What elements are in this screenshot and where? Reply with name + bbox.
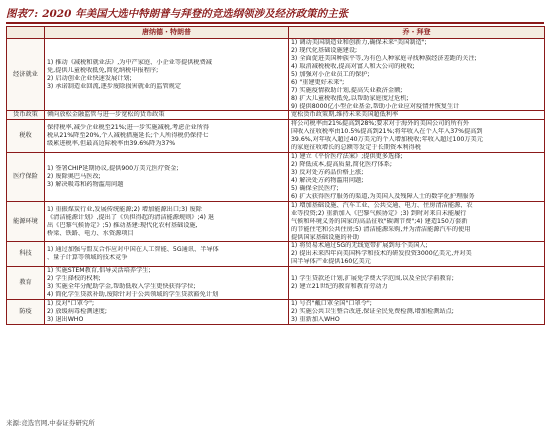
- biden-policy-line: 宽松货币政策期,维持未来美国超低利率: [291, 111, 399, 119]
- biden-policy-cell: [289, 111, 545, 120]
- trump-policy-line: 1) 签署CHIP延期协议,提供900万美元医疗资金;: [47, 165, 179, 173]
- trump-policy-line: 出《巴黎气候协定》;5) 推动基建:现代化农村基础设施,: [47, 221, 198, 229]
- trump-policy-line: 3) 解决吸毒和药物滥用问题: [47, 180, 124, 188]
- table-row: [7, 300, 545, 325]
- trump-policy-line: 3) 承诺制造业回流,逐步废除损害就业的监管规定: [47, 82, 182, 90]
- biden-policy-line: 9) 提供8000亿小型企业基金,帮助小企业应对疫情并恢复生计: [291, 102, 460, 110]
- biden-policy-line: 3) 重新加入WHO: [291, 315, 340, 323]
- biden-policy-cell: [289, 201, 545, 242]
- biden-policy-line: 8) 扩大儿童税收抵免,以帮助家庭度过危机;: [291, 94, 409, 102]
- biden-policy-line: 5) 加强对小企业员工的保护;: [291, 70, 370, 78]
- table-row: [7, 120, 545, 153]
- trump-policy-line: 3) 实施全年分配助学金,帮助低收入学生更快获得学位;: [47, 283, 196, 291]
- trump-policy-line: 4) 简化学生贷款补助,废除针对于公共领域的学生贷款豁免计划: [47, 291, 219, 299]
- header-category: [7, 27, 45, 39]
- trump-policy-line: 2) 放缓病毒检测速度;: [47, 307, 107, 315]
- trump-policy-line: 1) 通过加强与盟友合作应对中国在人工智能、5G通讯、半导体: [47, 246, 219, 254]
- biden-policy-line: 4) 取消减税税收,提高对富人和大公司的税收;: [291, 62, 415, 70]
- biden-policy-line: 3) 全面促进美国种族平等,为有色人种家庭寻找种族经济差距的关注;: [291, 54, 477, 62]
- biden-policy-cell: [289, 39, 545, 111]
- biden-policy-line: 4) 解决处方药物滥用问题;: [291, 176, 364, 184]
- biden-policy-cell: [289, 242, 545, 267]
- biden-policy-line: 2) 实施公共卫生整合改进,保证全民免费检测,增加检测站点;: [291, 307, 454, 315]
- trump-policy-line: 1) 反对"口罩令";: [47, 300, 95, 307]
- trump-policy-line: 1) 重振煤炭行业,发展传统能源;2) 增加能源出口;3) 废除: [47, 205, 202, 213]
- trump-policy-line: 税从21%降至20%,个人减税措施延长;个人所得税仍保持七: [47, 132, 209, 140]
- biden-policy-line: 1) 建立《平价医疗法案》;提供更多选择;: [291, 153, 403, 161]
- trump-policy-line: 《清洁能源计划》,提出了《负担得起的清洁能源规则》;4) 退: [47, 213, 215, 221]
- policy-category: 经济就业: [7, 39, 45, 111]
- trump-policy-cell: [45, 300, 289, 325]
- source-note: 来源:竞选官网,中泰证券研究所: [6, 419, 95, 427]
- policy-comparison-table: [6, 26, 545, 325]
- biden-policy-line: 1) 号召"戴口罩全国"口罩令";: [291, 300, 372, 307]
- biden-policy-cell: [289, 120, 545, 153]
- table-header-row: [7, 27, 545, 39]
- trump-policy-cell: [45, 267, 289, 300]
- policy-category: 医疗保险: [7, 153, 45, 202]
- policy-category: 能源环境: [7, 201, 45, 242]
- trump-policy-line: 2) 学生择校的权利;: [47, 275, 101, 283]
- table-row: [7, 242, 545, 267]
- biden-policy-line: 国半导体产业提供160亿美元: [291, 258, 371, 266]
- biden-policy-line: 提供国家基础设施的补助: [291, 233, 360, 241]
- trump-policy-line: 免,提供儿童税收抵免,简化纳税申报程序;: [47, 66, 159, 74]
- biden-policy-line: 将公司税率由21%提高到28%;要求对于海外的美国公司的所有外: [291, 120, 470, 128]
- biden-policy-line: 1) 学生贷款还计划,扩展免学费大学范围,以及全民学前教育;: [291, 275, 454, 283]
- trump-policy-line: 桥梁、铁路、电力、水资源项目: [47, 229, 134, 237]
- table-row: [7, 201, 545, 242]
- policy-category: 税收: [7, 120, 45, 153]
- biden-policy-line: 5) 确保全民医疗;: [291, 184, 339, 192]
- policy-category: 货币政策: [7, 111, 45, 120]
- figure-label: 图表7:: [6, 7, 39, 20]
- table-row: [7, 153, 545, 202]
- trump-policy-line: 3) 退出WHO: [47, 315, 84, 323]
- biden-policy-line: 国收入征收税率由10.5%提高到21%;将年收入在个人年入37%提高到: [291, 128, 483, 136]
- biden-policy-line: 2) 建立21世纪的教育和教育劳动力: [291, 283, 388, 291]
- biden-policy-line: 39.6%,对年收入超过40万美元的个人增加税收;年收入超过100万美元: [291, 136, 483, 144]
- trump-policy-line: 2) 启动创业企业快速发展计划;: [47, 74, 132, 82]
- trump-policy-line: 1) 实施STEM教育,倡导灵活培养学生;: [47, 267, 151, 275]
- trump-policy-line: 2) 废除奥巴马医改;: [47, 172, 101, 180]
- trump-policy-cell: [45, 111, 289, 120]
- trump-policy-line: 保持税率,减少企业税至21%;进一步实施减税,考虑企业所得: [47, 124, 210, 132]
- trump-policy-cell: [45, 242, 289, 267]
- trump-policy-cell: [45, 201, 289, 242]
- figure-title-text: 2020 年美国大选中特朗普与拜登的竞选纲领涉及经济政策的主张: [42, 7, 349, 20]
- biden-policy-cell: [289, 267, 545, 300]
- biden-policy-line: 2) 现代化基础设施建设;: [291, 46, 358, 54]
- policy-category: 科技: [7, 242, 45, 267]
- biden-policy-line: 的家庭征收增长的总额等发定于长期资本利得税: [291, 144, 421, 152]
- policy-category: 防疫: [7, 300, 45, 325]
- trump-policy-line: 倾向放松金融监管与进一步宽松的货币政策: [47, 111, 165, 119]
- biden-policy-line: 3) 反对处方药品价格上涨;: [291, 169, 364, 176]
- figure-title: [6, 4, 544, 24]
- biden-policy-line: 2) 提出未来四年向美国科学和技术的研发投资3000亿美元,并对美: [291, 250, 472, 258]
- biden-policy-line: 2) 降低成本,提高质量,简化医疗体系;: [291, 161, 392, 169]
- trump-policy-line: 、量子计算等领域的技术竞争: [47, 254, 128, 262]
- trump-policy-cell: [45, 153, 289, 202]
- table-row: [7, 39, 545, 111]
- biden-policy-line: 1) 调动美国制造业和创新力,确保未来"美国制造";: [291, 39, 427, 46]
- biden-policy-line: 的节能住宅和公共住房;5) 清洁能源采购,并为清洁能源汽车的使用: [291, 225, 471, 233]
- biden-policy-line: 业等投资;2) 重新加入《巴黎气候协定》;3) 到时对来自未能履行: [291, 209, 467, 217]
- trump-policy-line: 级累进税率,但最高边际税率由39.6%降为37%: [47, 140, 176, 148]
- biden-policy-line: 7) 实施疫情救助计划,提高失业救济金额;: [291, 86, 403, 94]
- biden-policy-line: 1) 将贸易术通过5G的无线宽带扩展到每个美国人;: [291, 242, 428, 250]
- biden-policy-line: 1) 增加基础设施、汽车工业、公共交通、电力、住房清洁能源、农: [291, 201, 473, 209]
- biden-policy-line: 6) 扩大获得医疗服务的渠道,为美国人及残障人士的数字化护理服务: [291, 192, 475, 200]
- biden-policy-cell: [289, 153, 545, 202]
- policy-category: 教育: [7, 267, 45, 300]
- trump-policy-cell: [45, 120, 289, 153]
- biden-policy-cell: [289, 300, 545, 325]
- table-row: [7, 267, 545, 300]
- trump-policy-cell: [45, 39, 289, 111]
- header-biden: 乔・拜登: [289, 27, 545, 39]
- trump-policy-line: 1) 推动《减税和就业法》,为中产家庭、小企业等提供税费减: [47, 58, 212, 66]
- biden-policy-line: 6) "重建更好未来";: [291, 78, 345, 86]
- header-trump: 唐纳德・特朗普: [45, 27, 289, 39]
- table-row: [7, 111, 545, 120]
- biden-policy-line: 气候和环境义务的国家的高品征收"碳调节费";4) 建造150万套新: [291, 217, 468, 225]
